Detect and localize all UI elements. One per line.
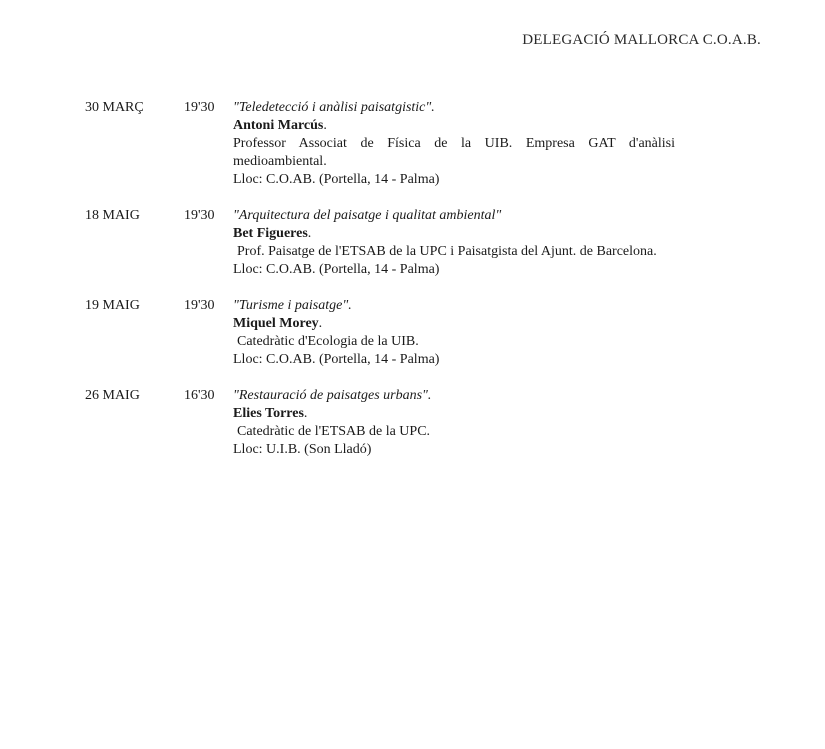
event-date: 18 MAIG (85, 208, 140, 223)
event-date: 30 MARÇ (85, 100, 144, 115)
event-item (85, 207, 685, 279)
event-time: 19'30 (184, 100, 215, 115)
event-place: Lloc: C.O.AB. (Portella, 14 - Palma) (233, 262, 440, 277)
event-item (85, 297, 685, 369)
event-title: "Arquitectura del paisatge i qualitat ambiental" (233, 208, 502, 223)
event-title: "Restauració de paisatges urbans". (233, 388, 432, 403)
event-detail (233, 297, 675, 369)
event-description: Catedràtic d'Ecologia de la UIB. (237, 334, 419, 349)
event-item (85, 387, 685, 459)
event-speaker: Bet Figueres (233, 226, 308, 241)
event-speaker-suffix: . (307, 226, 312, 241)
event-speaker-line (233, 117, 675, 135)
event-time: 16'30 (184, 388, 215, 403)
event-time: 19'30 (184, 298, 215, 313)
event-speaker-suffix: . (303, 406, 308, 421)
event-speaker: Miquel Morey (233, 316, 319, 331)
event-speaker-line (233, 405, 675, 423)
event-speaker-line (233, 315, 675, 333)
event-time: 19'30 (184, 208, 215, 223)
document-header: DELEGACIÓ MALLORCA C.O.A.B. (522, 32, 761, 48)
event-date: 26 MAIG (85, 388, 140, 403)
event-item (85, 99, 685, 189)
event-description: Prof. Paisatge de l'ETSAB de la UPC i Paisatgista del Ajunt. de Barcelona. (237, 244, 657, 259)
event-detail (233, 387, 675, 459)
event-list (85, 99, 685, 477)
event-speaker: Antoni Marcús (233, 118, 324, 133)
event-place: Lloc: U.I.B. (Son Lladó) (233, 442, 372, 457)
event-detail (233, 207, 675, 279)
event-description: Professor Associat de Física de la UIB. Empresa GAT d'anàlisi medioambiental. (233, 136, 675, 169)
event-speaker-line (233, 225, 675, 243)
event-speaker-suffix: . (318, 316, 323, 331)
event-description: Catedràtic de l'ETSAB de la UPC. (237, 424, 431, 439)
event-title: "Teledetecció i anàlisi paisatgistic". (233, 100, 435, 115)
event-place: Lloc: C.O.AB. (Portella, 14 - Palma) (233, 352, 440, 367)
event-speaker-suffix: . (323, 118, 327, 133)
event-date: 19 MAIG (85, 298, 140, 313)
event-detail (233, 99, 675, 189)
event-title: "Turisme i paisatge". (233, 298, 352, 313)
event-speaker: Elies Torres (233, 406, 304, 421)
event-place: Lloc: C.O.AB. (Portella, 14 - Palma) (233, 172, 440, 187)
